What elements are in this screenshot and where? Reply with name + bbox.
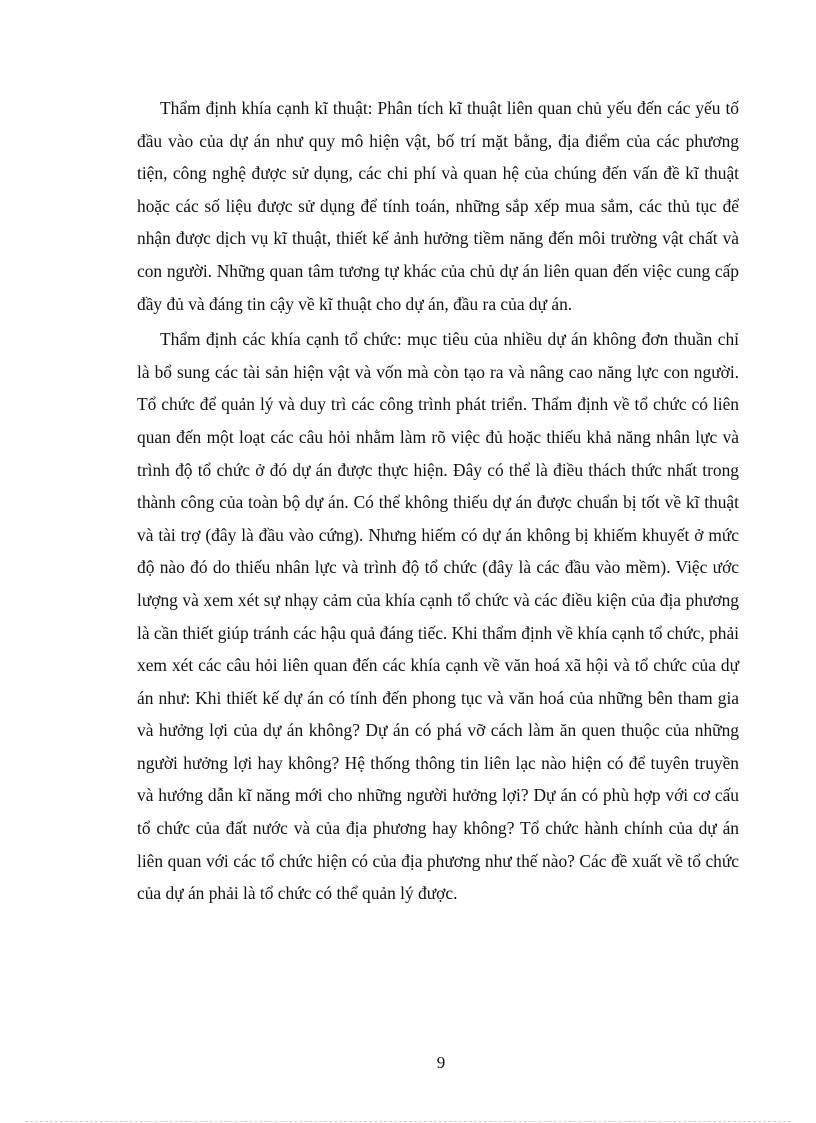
body-text: [137, 92, 739, 913]
page-number: 9: [436, 1053, 446, 1072]
page-bottom-edge: [25, 1121, 791, 1122]
paragraph-organizational-appraisal: Thẩm định các khía cạnh tổ chức: mục tiêu của nhiều dự án không đơn thuần chỉ là bổ sung các tài sản hiện vật và vốn mà còn tạo ra và nâng cao năng lực con người. Tổ chức để quản lý và duy trì các công trình phát triển. Thẩm định về tổ chức có liên quan đến một loạt các câu hỏi nhằm làm rõ việc đủ hoặc thiếu khả năng nhân lực và trình độ tổ chức ở đó dự án được thực hiện. Đây có thể là điều thách thức nhất trong thành công của toàn bộ dự án. Có thể không thiếu dự án được chuẩn bị tốt về kĩ thuật và tài trợ (đây là đầu vào cứng). Nhưng hiếm có dự án không bị khiếm khuyết ở mức độ nào đó do thiếu nhân lực và trình độ tổ chức (đây là các đầu vào mềm). Việc ước lượng và xem xét sự nhạy cảm của khía cạnh tổ chức và các điều kiện của địa phương là cần thiết giúp tránh các hậu quả đáng tiếc. Khi thẩm định về khía cạnh tổ chức, phải xem xét các câu hỏi liên quan đến các khía cạnh về văn hoá xã hội và tổ chức của dự án như: Khi thiết kế dự án có tính đến phong tục và văn hoá của những bên tham gia và hưởng lợi của dự án không? Dự án có phá vỡ cách làm ăn quen thuộc của những người hưởng lợi hay không? Hệ thống thông tin liên lạc nào hiện có để tuyên truyền và hướng dẫn kĩ năng mới cho những người hưởng lợi? Dự án có phù hợp với cơ cấu tổ chức của đất nước và của địa phương hay không? Tổ chức hành chính của dự án liên quan với các tổ chức hiện có của địa phương như thế nào? Các đề xuất về tổ chức của dự án phải là tổ chức có thể quản lý được.: [137, 329, 739, 904]
paragraph-technical-appraisal: Thẩm định khía cạnh kĩ thuật: Phân tích kĩ thuật liên quan chủ yếu đến các yếu tố đầu vào của dự án như quy mô hiện vật, bố trí mặt bằng, địa điểm của các phương tiện, công nghệ được sử dụng, các chi phí và quan hệ của chúng đến vấn đề kĩ thuật hoặc các số liệu được sử dụng để tính toán, những sắp xếp mua sắm, các thủ tục để nhận được dịch vụ kĩ thuật, thiết kế ảnh hưởng tiềm năng đến môi trường vật chất và con người. Những quan tâm tương tự khác của chủ dự án liên quan đến việc cung cấp đầy đủ và đáng tin cậy về kĩ thuật cho dự án, đầu ra của dự án.: [137, 98, 739, 314]
